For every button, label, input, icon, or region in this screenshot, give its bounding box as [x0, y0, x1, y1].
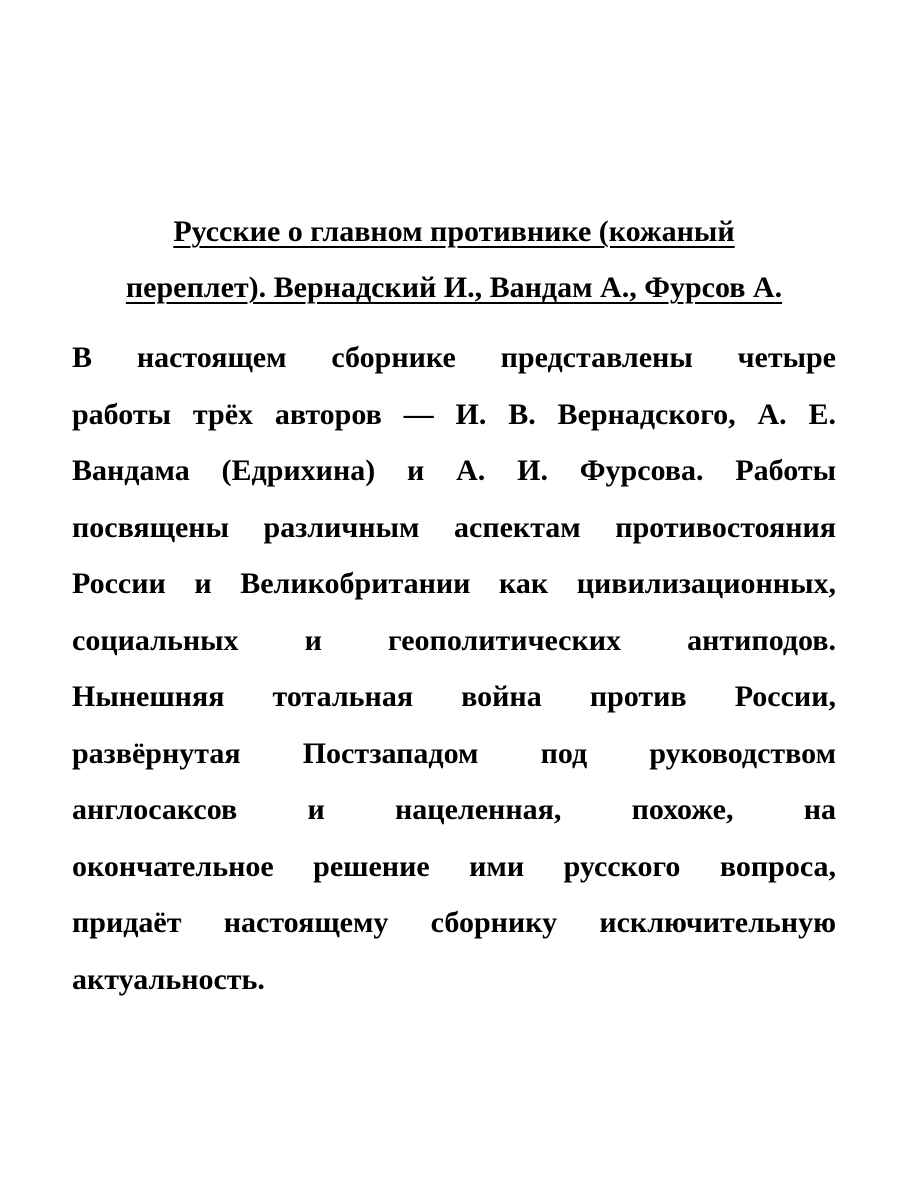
body-line: России и Великобритании как цивилизационных, [72, 567, 836, 600]
body-line: социальных и геополитических антиподов. [72, 623, 836, 657]
body-line: англосаксов и нацеленная, похоже, на [72, 793, 836, 826]
body-line: работы трёх авторов — И. В. Вернадского, А. Е. [72, 397, 836, 431]
document-page [72, 204, 836, 1008]
title-line: переплет). Вернадский И., Вандам А., Фурсов А. [125, 271, 783, 304]
body-line: актуальность. [72, 962, 265, 996]
document-body [72, 330, 836, 1008]
body-line: развёрнутая Постзападом под руководством [72, 736, 836, 770]
body-line: Вандама (Едрихина) и А. И. Фурсова. Работы [72, 454, 836, 487]
title-line: Русские о главном противнике (кожаный [173, 215, 735, 248]
body-line: В настоящем сборнике представлены четыре [72, 341, 836, 374]
document-title [72, 204, 836, 316]
body-line: окончательное решение ими русского вопроса, [72, 849, 836, 883]
body-line: Нынешняя тотальная война против России, [72, 680, 836, 713]
body-line: придаёт настоящему сборнику исключительную [72, 906, 836, 939]
body-line: посвящены различным аспектам противостояния [72, 510, 836, 544]
